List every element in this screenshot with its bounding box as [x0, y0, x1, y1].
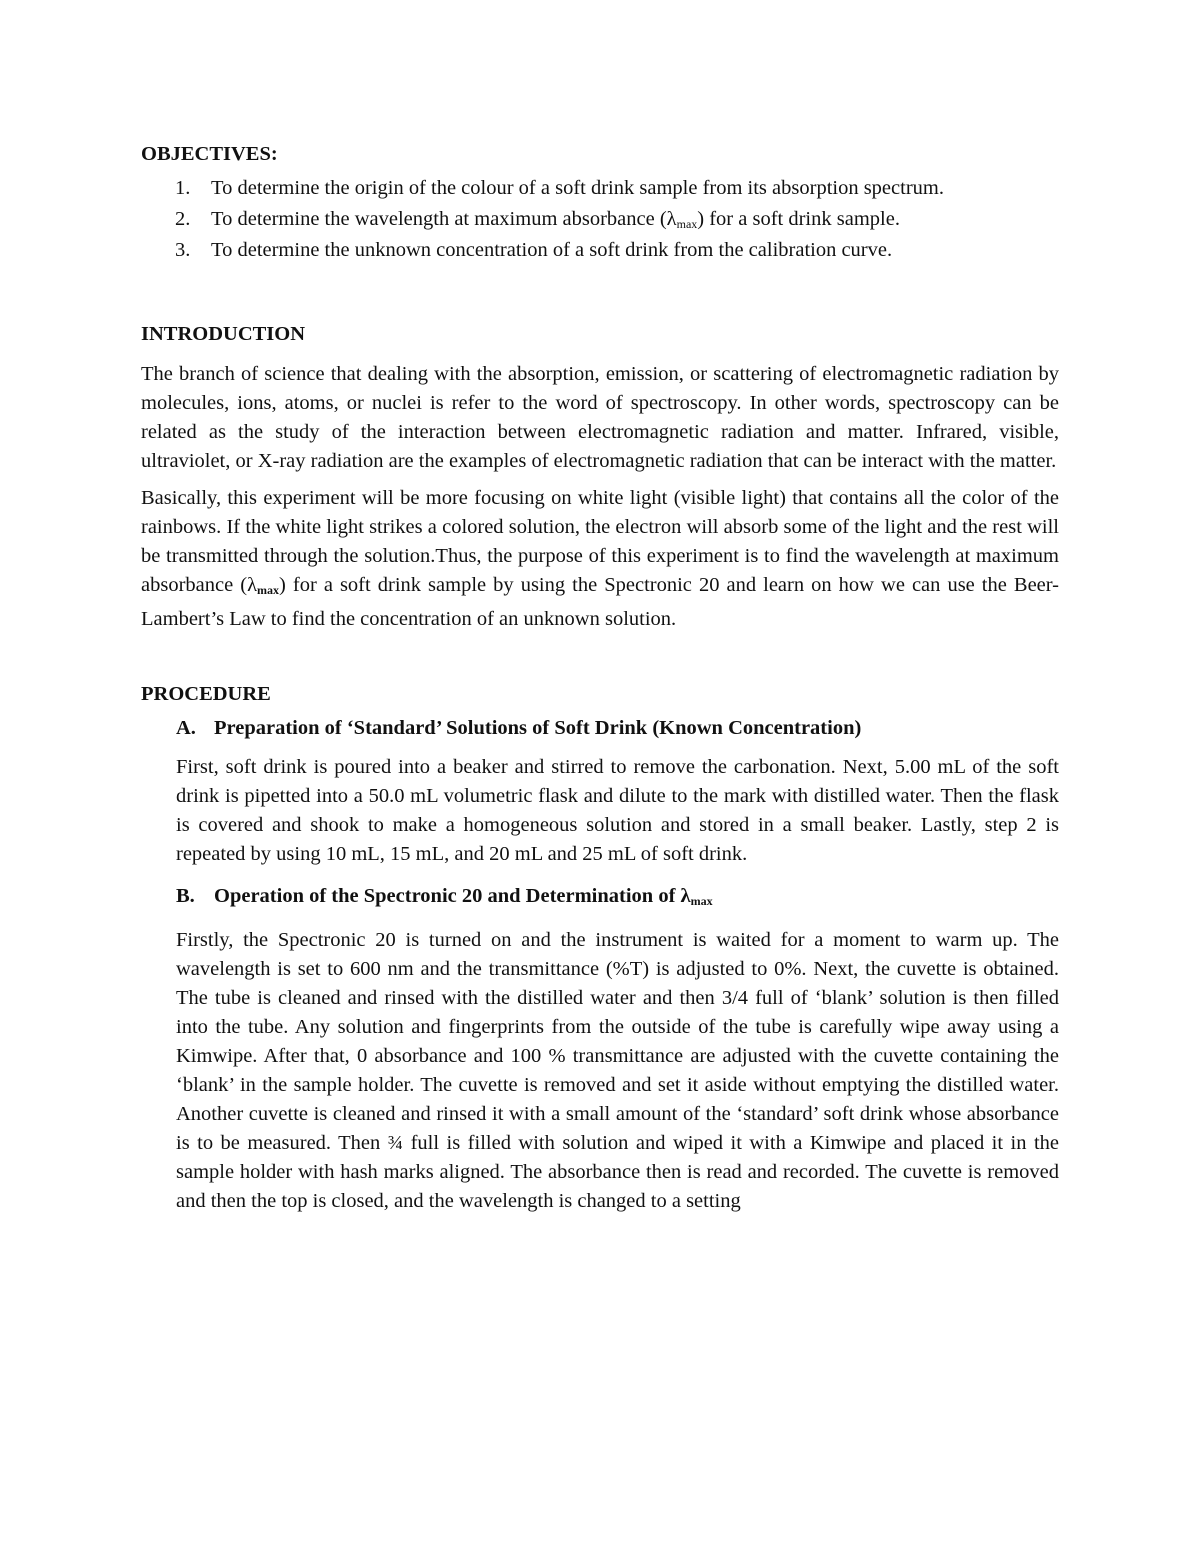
- section-a-heading: [176, 714, 1059, 743]
- introduction-paragraph-1: The branch of science that dealing with the absorption, emission, or scattering of electromagnetic radiation by molecules, ions, atoms, or nuclei is refer to the word of spectroscopy. In other words, spectroscopy can be related as the study of the interaction between electromagnetic radiation and matter. Infrared, visible, ultraviolet, or X-ray radiation are the examples of electromagnetic radiation that can be interact with the matter.: [141, 363, 1059, 472]
- procedure-heading: PROCEDURE: [141, 683, 271, 705]
- list-item-text-pre: To determine the wavelength at maximum absorbance (λ: [211, 208, 677, 230]
- section-b-text: Firstly, the Spectronic 20 is turned on and the instrument is waited for a moment to warm up. The wavelength is set to 600 nm and the transmittance (%T) is adjusted to 0%. Next, the cuvette is obtained. The tube is cleaned and rinsed with the distilled water and then 3/4 full of ‘blank’ solution is then filled into the tube. Any solution and fingerprints from the outside of the tube is carefully wipe away using a Kimwipe. After that, 0 absorbance and 100 % transmittance are adjusted with the cuvette containing the ‘blank’ in the sample holder. The cuvette is removed and set it aside without emptying the distilled water. Another cuvette is cleaned and rinsed it with a small amount of the ‘standard’ soft drink whose absorbance is to be measured. Then ¾ full is filled with solution and wiped it with a Kimwipe and placed it in the sample holder with hash marks aligned. The absorbance then is read and recorded. The cuvette is removed and then the top is closed, and the wavelength is changed to a setting: [176, 929, 1059, 1212]
- paragraph-text-pre: Basically, this experiment will be more focusing on white light (visible light) that contains all the color of the rainbows. If the white light strikes a colored solution, the electron will absorb some of the light and the rest will be transmitted through the solution.Thus, the purpose of this experiment is to find the wavelength at maximum absorbance (λ: [141, 487, 1059, 596]
- section-title: Operation of the Spectronic 20 and Determination of λ: [214, 885, 691, 907]
- introduction-paragraph-2: [141, 484, 1059, 634]
- list-item: [141, 174, 1059, 205]
- introduction-section: [141, 320, 1059, 634]
- introduction-heading: INTRODUCTION: [141, 323, 306, 345]
- lambda-subscript: max: [690, 894, 713, 908]
- section-b-heading: [176, 882, 1059, 916]
- lambda-subscript: max: [257, 583, 280, 597]
- list-item: [141, 205, 1059, 236]
- list-item: [141, 236, 1059, 267]
- document-page: [141, 140, 1059, 1229]
- objectives-list: [141, 174, 1059, 267]
- section-letter: A.: [176, 717, 196, 739]
- list-number: 1.: [175, 177, 191, 199]
- section-title: Preparation of ‘Standard’ Solutions of Soft Drink (Known Concentration): [214, 717, 862, 739]
- section-letter: B.: [176, 885, 195, 907]
- list-number: 2.: [175, 208, 191, 230]
- list-item-text: To determine the unknown concentration of a soft drink from the calibration curve.: [211, 239, 893, 261]
- objectives-heading: OBJECTIVES:: [141, 143, 278, 165]
- list-number: 3.: [175, 239, 191, 261]
- list-item-text-post: ) for a soft drink sample.: [697, 208, 900, 230]
- paragraph-text-post: ) for a soft drink sample by using the Spectronic 20 and learn on how we can use the Beer-Lambert’s Law to find the concentration of an unknown solution.: [141, 574, 1060, 630]
- lambda-subscript: max: [676, 217, 698, 231]
- section-a-text: First, soft drink is poured into a beaker and stirred to remove the carbonation. Next, 5.00 mL of the soft drink is pipetted into a 50.0 mL volumetric flask and dilute to the mark with distilled water. Then the flask is covered and shook to make a homogeneous solution and stored in a small beaker. Lastly, step 2 is repeated by using 10 mL, 15 mL, and 20 mL and 25 mL of soft drink.: [176, 756, 1059, 865]
- list-item-text: To determine the origin of the colour of a soft drink sample from its absorption spectrum.: [211, 177, 944, 199]
- procedure-section: [141, 680, 1059, 1216]
